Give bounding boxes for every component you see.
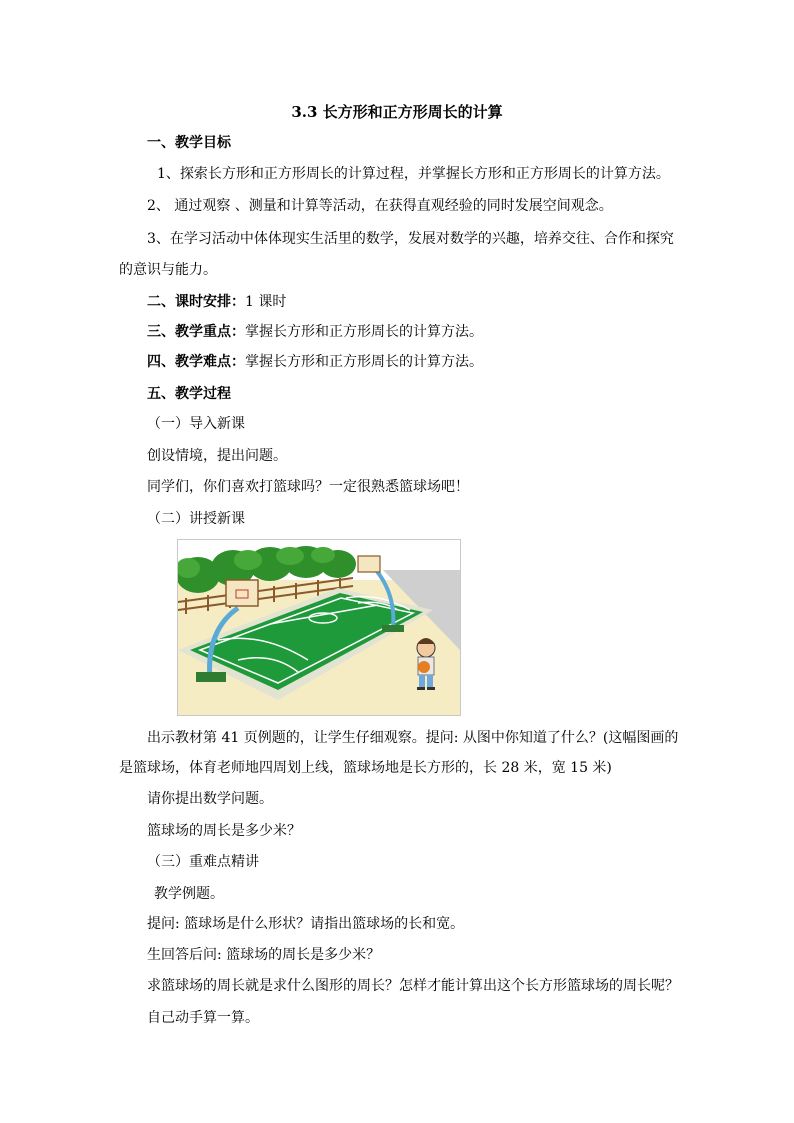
- difficulty-label: 四、教学难点：: [147, 354, 245, 370]
- goal-2: 2、 通过观察 、测量和计算等活动，在获得直观经验的同时发展空间观念。: [147, 198, 613, 214]
- basketball-court-svg: [178, 540, 460, 715]
- schedule-line: [147, 291, 687, 313]
- goal-3-line-2: 的意识与能力。: [119, 262, 217, 278]
- difficulty-value: 掌握长方形和正方形周长的计算方法。: [245, 354, 483, 370]
- paragraph-7: 提问: 篮球场是什么形状？请指出篮球场的长和宽。: [147, 916, 465, 932]
- key-point-value: 掌握长方形和正方形周长的计算方法。: [245, 324, 483, 340]
- paragraph-4: 请你提出数学问题。: [147, 791, 273, 807]
- subheading-key-difficult: （三）重难点精讲: [147, 854, 259, 870]
- paragraph-6: 教学例题。: [154, 886, 224, 902]
- subheading-new-lesson: （二）讲授新课: [147, 511, 245, 527]
- key-point-line: [147, 321, 687, 343]
- paragraph-3-line-2: 是篮球场，体育老师地四周划上线，篮球场地是长方形的，长 28 米，宽 15 米): [119, 760, 612, 776]
- schedule-label: 二、课时安排：: [147, 294, 245, 310]
- goals-heading: 一、教学目标: [147, 135, 231, 151]
- subheading-intro: （一）导入新课: [147, 416, 245, 432]
- paragraph-8: 生回答后问: 篮球场的周长是多少米？: [147, 947, 381, 963]
- basketball-court-illustration: [177, 539, 461, 716]
- paragraph-5: 篮球场的周长是多少米？: [147, 823, 301, 839]
- page-title: 3.3 长方形和正方形周长的计算: [291, 103, 503, 121]
- paragraph-3-line-1: 出示教材第 41 页例题的，让学生仔细观察。提问: 从图中你知道了什么？(这幅图画的: [147, 730, 679, 746]
- process-heading: 五、教学过程: [147, 386, 231, 402]
- goal-3-line-1: 3、在学习活动中体体现实生活里的数学，发展对数学的兴趣，培养交往、合作和探究: [147, 231, 674, 247]
- difficulty-line: [147, 351, 687, 373]
- goal-1: 1、探索长方形和正方形周长的计算过程，并掌握长方形和正方形周长的计算方法。: [157, 166, 670, 182]
- paragraph-10: 自己动手算一算。: [147, 1010, 259, 1026]
- key-point-label: 三、教学重点：: [147, 324, 245, 340]
- schedule-value: 1 课时: [245, 294, 287, 310]
- paragraph-1: 创设情境，提出问题。: [147, 448, 287, 464]
- paragraph-9: 求篮球场的周长就是求什么图形的周长？怎样才能计算出这个长方形篮球场的周长呢？: [147, 978, 679, 994]
- paragraph-2: 同学们，你们喜欢打篮球吗？一定很熟悉篮球场吧！: [147, 479, 469, 495]
